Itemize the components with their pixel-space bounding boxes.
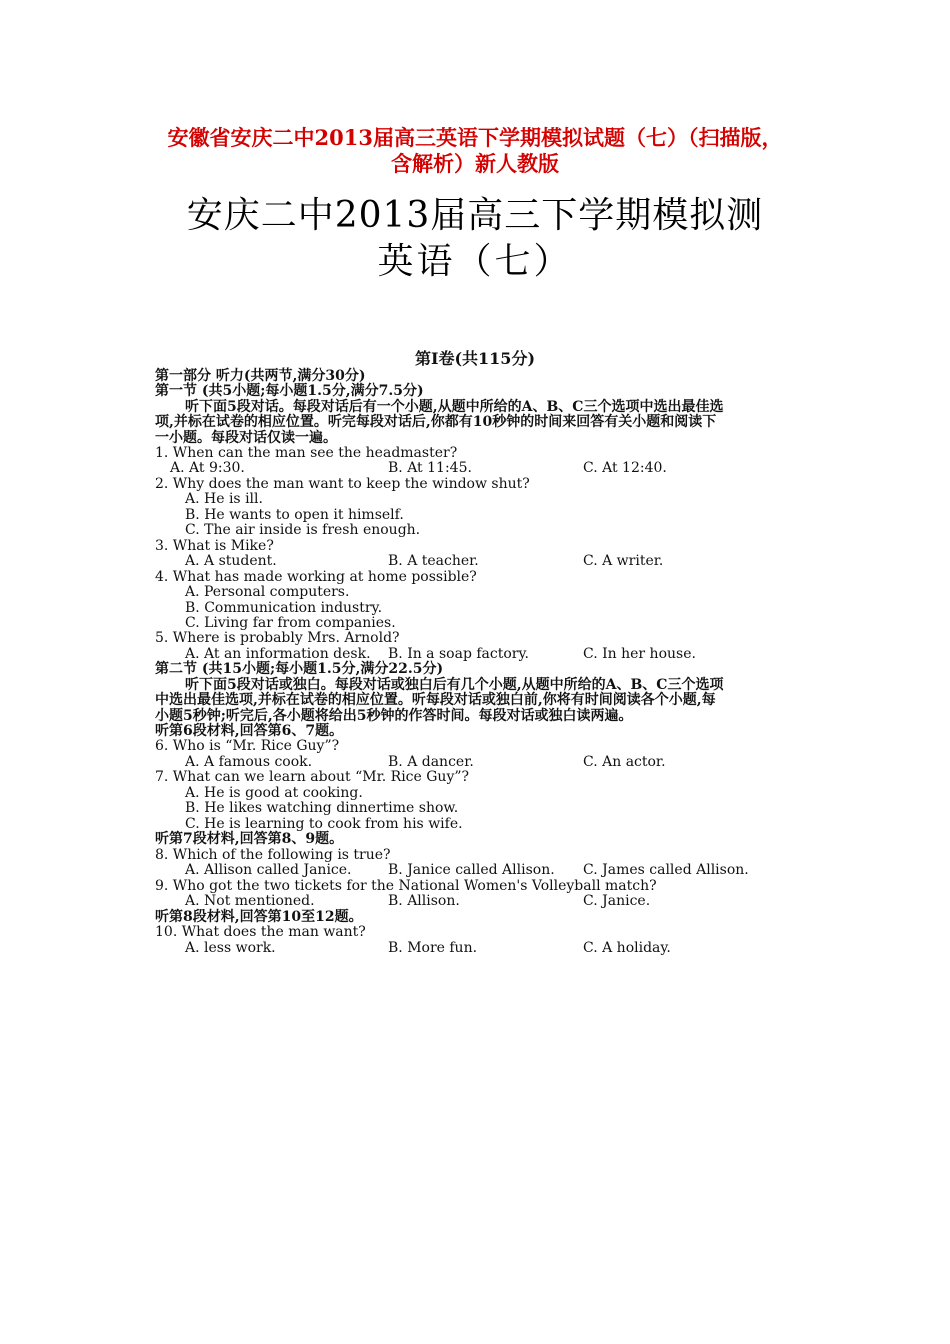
exam-title-line-2: 英语（七） xyxy=(377,241,573,282)
option-b: B. He wants to open it himself. xyxy=(185,507,404,523)
option-b: B. Allison. xyxy=(388,893,460,909)
option-b: B. Communication industry. xyxy=(185,600,383,616)
part-title: 第Ⅰ卷(共115分) xyxy=(414,349,536,368)
option-a: A. Allison called Janice. xyxy=(185,862,352,878)
section2-instructions-3: 小题5秒钟;听完后,各小题将给出5秒钟的作答时间。每段对话或独白读两遍。 xyxy=(155,708,633,724)
option-c: C. The air inside is fresh enough. xyxy=(185,522,421,538)
question-10: 10. What does the man want? xyxy=(155,924,366,940)
exam-title-line-1: 安庆二中2013届高三下学期模拟测 xyxy=(186,195,764,236)
option-a: A. At an information desk. xyxy=(185,646,371,662)
question-3: 3. What is Mike? xyxy=(155,538,274,554)
option-c: C. A holiday. xyxy=(583,940,671,956)
option-c: C. James called Allison. xyxy=(583,862,749,878)
option-b: B. Janice called Allison. xyxy=(388,862,555,878)
section1-instructions-2: 项,并标在试卷的相应位置。听完每段对话后,你都有10秒钟的时间来回答有关小题和阅读下 xyxy=(155,414,717,430)
scanned-exam-page xyxy=(155,346,795,966)
option-a: A. He is ill. xyxy=(185,491,263,507)
question-9: 9. Who got the two tickets for the National Women's Volleyball match? xyxy=(155,878,657,894)
option-b: B. In a soap factory. xyxy=(388,646,529,662)
option-c: C. At 12:40. xyxy=(583,460,667,476)
option-c: C. In her house. xyxy=(583,646,696,662)
option-c: C. Janice. xyxy=(583,893,651,909)
section1-heading: 第一节 (共5小题;每小题1.5分,满分7.5分) xyxy=(155,383,424,399)
option-c: C. A writer. xyxy=(583,553,664,569)
section2-instructions-1: 听下面5段对话或独白。每段对话或独白后有几个小题,从题中所给的A、B、C三个选项 xyxy=(185,677,724,693)
option-c: C. He is learning to cook from his wife. xyxy=(185,816,463,832)
section2-instructions-2: 中选出最佳选项,并标在试卷的相应位置。听每段对话或独白前,你将有时间阅读各个小题,每 xyxy=(155,692,716,708)
option-a: A. A student. xyxy=(185,553,277,569)
question-5: 5. Where is probably Mrs. Arnold? xyxy=(155,630,400,646)
material-7-heading: 听第7段材料,回答第8、9题。 xyxy=(155,831,344,847)
question-7: 7. What can we learn about “Mr. Rice Guy”? xyxy=(155,769,470,785)
material-8-heading: 听第8段材料,回答第10至12题。 xyxy=(155,909,363,925)
option-b: B. More fun. xyxy=(388,940,478,956)
option-a: A. He is good at cooking. xyxy=(185,785,363,801)
document-title-line-2: 含解析）新人教版 xyxy=(391,151,559,176)
option-c: C. An actor. xyxy=(583,754,666,770)
question-4: 4. What has made working at home possible? xyxy=(155,569,477,585)
part1-heading: 第一部分 听力(共两节,满分30分) xyxy=(155,368,366,384)
option-b: B. A dancer. xyxy=(388,754,474,770)
option-c: C. Living far from companies. xyxy=(185,615,396,631)
question-8: 8. Which of the following is true? xyxy=(155,847,391,863)
material-6-heading: 听第6段材料,回答第6、7题。 xyxy=(155,723,344,739)
option-a: A. At 9:30. xyxy=(170,460,245,476)
option-b: B. At 11:45. xyxy=(388,460,472,476)
option-a: A. A famous cook. xyxy=(185,754,313,770)
option-a: A. Personal computers. xyxy=(185,584,350,600)
option-a: A. less work. xyxy=(185,940,276,956)
section1-instructions-1: 听下面5段对话。每段对话后有一个小题,从题中所给的A、B、C三个选项中选出最佳选 xyxy=(185,399,724,415)
section1-instructions-3: 一小题。每段对话仅读一遍。 xyxy=(155,430,337,446)
option-a: A. Not mentioned. xyxy=(185,893,315,909)
option-b: B. He likes watching dinnertime show. xyxy=(185,800,459,816)
question-1: 1. When can the man see the headmaster? xyxy=(155,445,458,461)
document-title-line-1: 安徽省安庆二中2013届高三英语下学期模拟试题（七）（扫描版， xyxy=(167,125,783,150)
option-b: B. A teacher. xyxy=(388,553,479,569)
question-6: 6. Who is “Mr. Rice Guy”? xyxy=(155,738,340,754)
section2-heading: 第二节 (共15小题;每小题1.5分,满分22.5分) xyxy=(155,661,444,677)
question-2: 2. Why does the man want to keep the window shut? xyxy=(155,476,530,492)
